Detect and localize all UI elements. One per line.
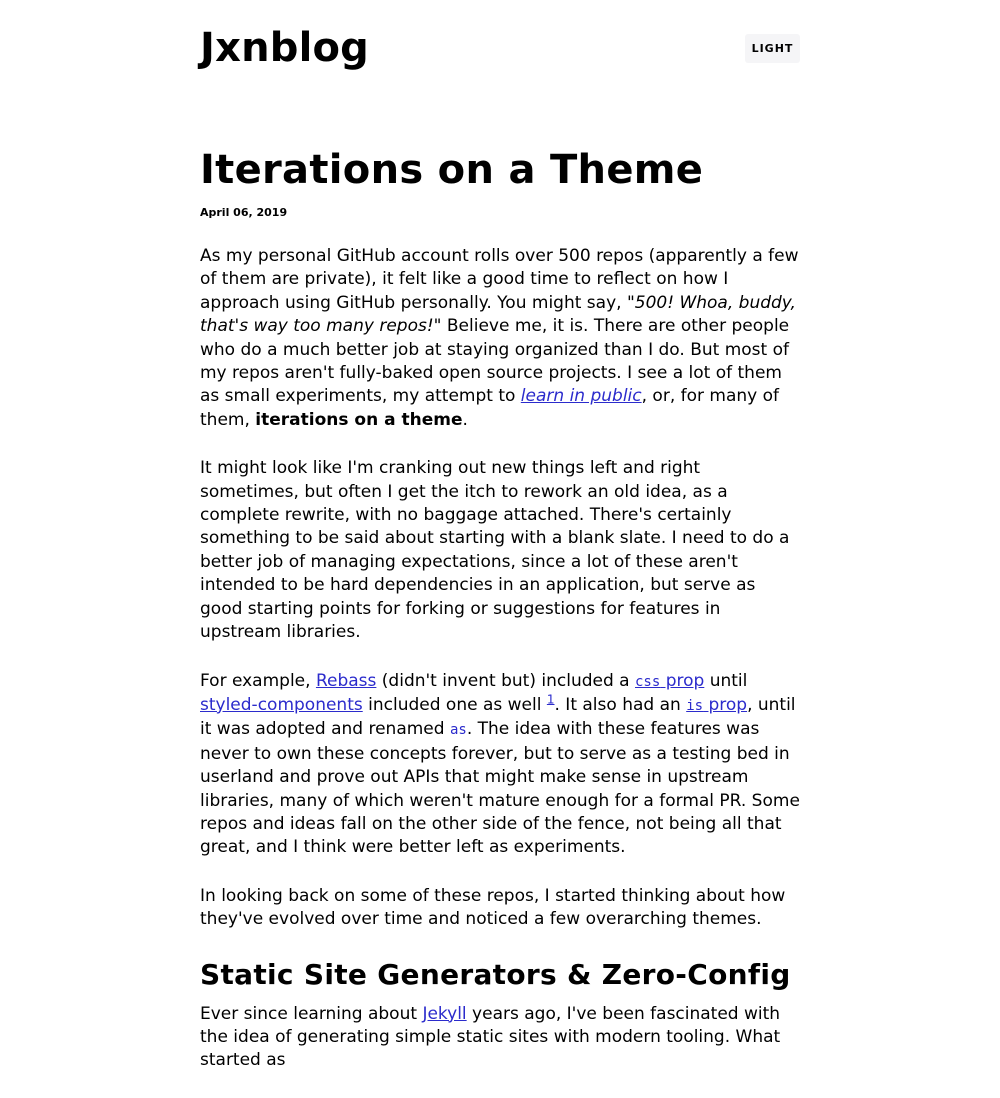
paragraph-text: . The idea with these features was never to own these concepts forever, but to serve as a testing bed in userland and prove out APIs that might make sense in upstream libraries, many of which weren't mature enough for a formal PR. Some repos and ideas fall on the other side of the fence, not being all that great, and I think were better left as experiments. bbox=[200, 719, 800, 858]
paragraph-text: For example, bbox=[200, 670, 316, 691]
quote-text: "500! Whoa, buddy, that's way too many repos!" bbox=[200, 292, 796, 337]
paragraph-text: Believe me, it is. There are other people who do a much better job at staying organized than I do. But most of my repos aren't fully-baked open source projects. I see a lot of them as small experiments, my attempt to bbox=[200, 316, 790, 407]
paragraph-jekyll bbox=[200, 1003, 800, 1073]
paragraph-text: . It also had an bbox=[554, 694, 687, 715]
footnote-1-link[interactable]: 1 bbox=[546, 692, 555, 707]
paragraph-text: Ever since learning about bbox=[200, 1003, 423, 1024]
is-prop-link[interactable]: is prop bbox=[686, 694, 748, 715]
paragraph-example bbox=[200, 670, 800, 860]
color-mode-toggle-button[interactable]: LIGHT bbox=[745, 34, 800, 63]
styled-components-link[interactable]: styled-components bbox=[200, 694, 363, 715]
paragraph-text: (didn't invent but) included a bbox=[376, 670, 635, 691]
post-body bbox=[200, 245, 800, 1098]
jekyll-link[interactable]: Jekyll bbox=[422, 1003, 467, 1024]
paragraph-text: included one as well bbox=[362, 694, 547, 715]
as-code: as bbox=[449, 722, 467, 739]
paragraph-text: years ago, I've been fascinated with the idea of generating simple static sites with modern tooling. What started as bbox=[200, 1003, 781, 1071]
post-title: Iterations on a Theme bbox=[200, 147, 704, 193]
paragraph-text: until bbox=[704, 670, 748, 691]
paragraph-text: As my personal GitHub account rolls over 500 repos (apparently a few of them are private), it felt like a good time to reflect on how I approach using GitHub personally. You might say, bbox=[200, 246, 799, 313]
site-title-link[interactable]: Jxnblog bbox=[200, 25, 370, 71]
site-header bbox=[200, 24, 800, 74]
paragraph-text: . bbox=[462, 409, 468, 430]
paragraph-themes: In looking back on some of these repos, I started thinking about how they've evolved over time and noticed a few overarching themes. bbox=[200, 885, 786, 930]
post-date: April 06, 2019 bbox=[200, 206, 288, 219]
section-heading-static-sites: Static Site Generators & Zero-Config bbox=[200, 957, 791, 991]
paragraph-text: , or, for many of them, bbox=[200, 386, 780, 430]
learn-in-public-link[interactable]: learn in public bbox=[520, 386, 642, 407]
paragraph-text: , until it was adopted and renamed bbox=[200, 694, 796, 740]
css-prop-link[interactable]: css prop bbox=[635, 670, 705, 691]
paragraph-intro bbox=[200, 245, 800, 432]
emphasis-text: iterations on a theme bbox=[255, 409, 463, 430]
rebass-link[interactable]: Rebass bbox=[315, 670, 377, 691]
paragraph-rewrite: It might look like I'm cranking out new things left and right sometimes, but often I get the itch to rework an old idea, as a complete rewrite, with no baggage attached. There's certainly something to be said about starting with a blank slate. I need to do a better job of managing expectations, since a lot of these aren't intended to be hard dependencies in an application, but serve as good starting points for forking or suggestions for features in upstream libraries. bbox=[200, 458, 790, 643]
